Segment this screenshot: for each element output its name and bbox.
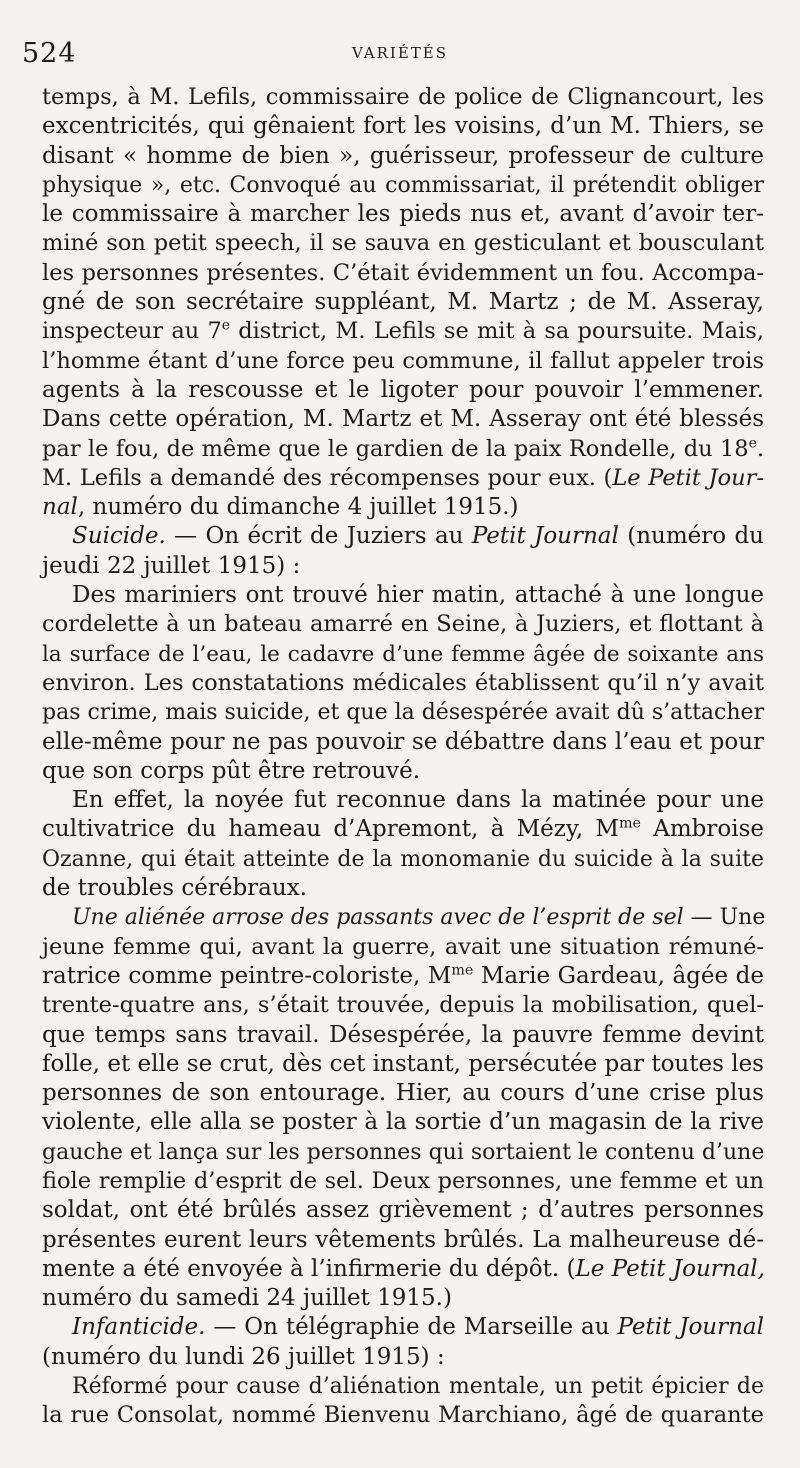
text-line: jeudi 22 juillet 1915) : [42,552,301,579]
text-line: numéro du samedi 24 juillet 1915.) [42,1285,452,1312]
text-line: temps, à M. Lefils, commissaire de police de Clignancourt, les [42,84,764,110]
text-line: cultivatrice du hameau d’Apremont, à Mézy, $M^{me}$ Ambroise [42,815,764,843]
text-line: jeune femme qui, avant la guerre, avait une situation rémuné- [42,933,764,960]
text-line: la rue Consolat, nommé Bienvenu Marchiano, âgé de quarante [42,1402,764,1429]
text-line: cordelette à un bateau amarré en Seine, à Juziers, et flottant à [42,611,764,638]
text-line: M. Lefils a demandé des récompenses pour eux. (Le Petit Jour- [42,464,764,491]
text-line: fiole remplie d’esprit de sel. Deux personnes, une femme et un [42,1167,764,1194]
text-line: de troubles cérébraux. [42,875,307,902]
text-line: ratrice comme peintre-coloriste, $M^{me}$ Marie Gardeau, âgée de [42,962,765,989]
text-line: agents à la rescousse et le ligoter pour pouvoir l’emmener. [42,376,764,403]
page-header [0,0,800,70]
text-line: soldat, ont été brûlés assez grièvement ; d’autres personnes [42,1197,764,1224]
text-line: Ozanne, qui était atteinte de la monomanie du suicide à la suite [42,846,764,872]
text-line: la surface de l’eau, le cadavre d’une femme âgée de soixante ans [42,641,764,667]
section-heading-infanticide: Infanticide. — On télégraphie de Marseille au Petit Journal [72,1314,764,1341]
text-line: l’homme étant d’une force peu commune, il fallut appeler trois [42,347,764,374]
text-line: les personnes présentes. C’était évidemment un fou. Accompa- [42,259,764,286]
text-line: disant « homme de bien », guérisseur, professeur de culture [42,142,764,169]
text-line: gné de son secrétaire suppléant, M. Martz ; de M. Asseray, [42,289,764,316]
text-line: En effet, la noyée fut reconnue dans la matinée pour une [72,787,764,814]
text-line: le commissaire à marcher les pieds nus et, avant d’avoir ter- [42,201,764,228]
text-line: Dans cette opération, M. Martz et M. Asseray ont été blessés [42,406,764,433]
text-line: personnes de son entourage. Hier, au cours d’une crise plus [42,1080,764,1107]
text-line: trente-quatre ans, s’était trouvée, depuis la mobilisation, quel- [42,992,764,1019]
text-line: folle, et elle se crut, dès cet instant, persécutée par toutes les [42,1050,764,1077]
text-line: violente, elle alla se poster à la sortie d’un magasin de la rive [42,1109,764,1136]
text-line: physique », etc. Convoqué au commissariat, il prétendit obliger [42,172,764,198]
text-line: elle-même pour ne pas pouvoir se débattre dans l’eau et pour [42,728,764,755]
text-line: environ. Les constatations médicales établissent qu’il n’y avait [42,669,764,696]
running-head: VARIÉTÉS [351,44,449,62]
text-line: que son corps pût être retrouvé. [42,757,421,784]
page-number: 524 [22,38,77,69]
text-line: inspecteur au 7e district, M. Lefils se mit à sa poursuite. Mais, [42,317,764,345]
text-line: Réformé pour cause d’aliénation mentale, un petit épicier de [72,1374,764,1400]
text-line: pas crime, mais suicide, et que la désespérée avait dû s’attacher [42,700,765,726]
text-line: (numéro du lundi 26 juillet 1915) : [42,1343,445,1370]
text-line: que temps sans travail. Désespérée, la pauvre femme devint [42,1021,764,1048]
text-line: nal, numéro du dimanche 4 juillet 1915.) [42,494,519,521]
text-line: miné son petit speech, il se sauva en gesticulant et bousculant [42,230,764,257]
section-heading-alienee: Une aliénée arrose des passants avec de l’esprit de sel — Une [72,905,766,931]
text-line: excentricités, qui gênaient fort les voisins, d’un M. Thiers, se [42,113,764,140]
text-line: par le fou, de même que le gardien de la paix Rondelle, du 18e. [42,435,764,462]
body-text [42,83,764,1431]
section-heading-suicide: Suicide. — On écrit de Juziers au Petit Journal (numéro du [72,523,764,550]
text-line: gauche et lança sur les personnes qui sortaient le contenu d’une [42,1139,765,1165]
text-line: présentes eurent leurs vêtements brûlés. La malheureuse dé- [42,1226,764,1253]
text-line: Des mariniers ont trouvé hier matin, attaché à une longue [72,582,764,609]
text-line: mente a été envoyée à l’infirmerie du dépôt. (Le Petit Journal, [42,1255,765,1282]
